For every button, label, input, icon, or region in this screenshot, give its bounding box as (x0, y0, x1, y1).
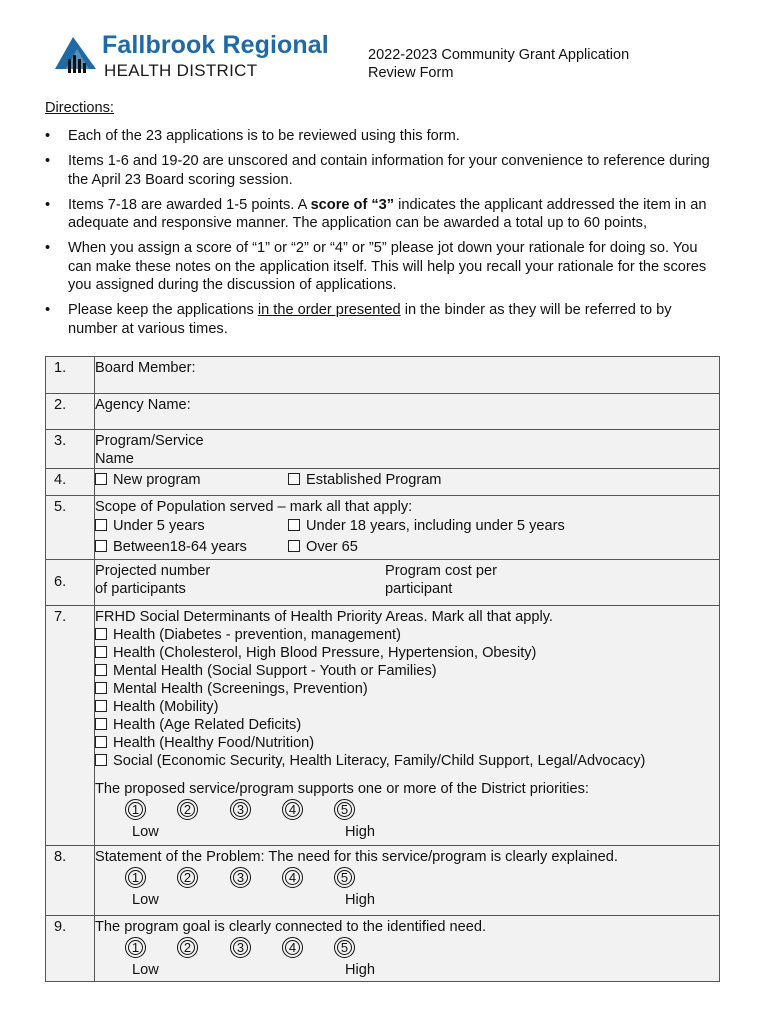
scale-question: The proposed service/program supports one or more of the District priorities: (95, 781, 589, 797)
table-row (46, 846, 720, 916)
fallbrook-logo (52, 33, 352, 83)
scale-high-label: High (345, 892, 376, 908)
score-option-5[interactable]: 5 (334, 867, 355, 888)
list-item (45, 196, 725, 233)
review-form-table (45, 356, 720, 982)
checkbox[interactable] (95, 718, 107, 730)
priority-area-option[interactable] (95, 644, 719, 662)
score-option-1[interactable]: 1 (125, 867, 146, 888)
score-option-2[interactable]: 2 (177, 937, 198, 958)
bullet-icon: • (45, 196, 51, 213)
score-option-2[interactable]: 2 (177, 799, 198, 820)
checkbox[interactable] (95, 664, 107, 676)
document-header (52, 33, 732, 83)
table-row (46, 496, 720, 560)
option-label: Under 18 years, including under 5 years (306, 518, 565, 534)
score-option-4[interactable]: 4 (282, 937, 303, 958)
row-number: 9. (46, 916, 95, 982)
logo-name: Fallbrook Regional (102, 31, 329, 59)
bullet-text-post: in the binder as they will be referred to by number at various times. (68, 302, 672, 337)
score-options (95, 867, 719, 891)
bullet-text: Items 1-6 and 19-20 are unscored and contain information for your convenience to reference during the April 23 Board scoring session. (68, 153, 710, 188)
field-label: participant (385, 581, 453, 597)
scale-low-label: Low (132, 824, 159, 840)
score-option-1[interactable]: 1 (125, 799, 146, 820)
bullet-icon: • (45, 240, 51, 256)
option-label: New program (113, 472, 201, 488)
checkbox[interactable] (288, 519, 300, 531)
option-label: Health (Cholesterol, High Blood Pressure, Hypertension, Obesity) (113, 645, 537, 661)
participants-field[interactable] (95, 562, 210, 598)
field-label: Projected number (95, 563, 211, 579)
field-label: FRHD Social Determinants of Health Priority Areas. Mark all that apply. (95, 609, 553, 625)
field-label: Name (95, 451, 134, 467)
scale-labels (95, 961, 719, 981)
checkbox[interactable] (95, 646, 107, 658)
checkbox[interactable] (95, 473, 107, 485)
score-option-3[interactable]: 3 (230, 937, 251, 958)
form-title-line2: Review Form (368, 65, 454, 81)
priority-area-option[interactable] (95, 680, 719, 698)
directions-list (45, 127, 725, 345)
row-number: 7. (46, 606, 95, 846)
option-label: Health (Age Related Deficits) (113, 717, 302, 733)
row-number: 2. (46, 394, 95, 430)
checkbox[interactable] (288, 540, 300, 552)
score-scale (95, 867, 719, 911)
field-label: of participants (95, 581, 186, 597)
scale-low-label: Low (132, 892, 159, 908)
option-label: Health (Diabetes - prevention, management) (113, 627, 401, 643)
option-label: Established Program (306, 472, 442, 488)
board-member-field[interactable] (95, 357, 720, 394)
bullet-text-pre: Items 7-18 are awarded 1-5 points. A (68, 196, 311, 213)
over-65-option[interactable] (288, 538, 358, 556)
checkbox[interactable] (95, 682, 107, 694)
list-item (45, 301, 725, 338)
score-scale (95, 937, 719, 981)
checkbox[interactable] (288, 473, 300, 485)
option-label: Mental Health (Social Support - Youth or Families) (113, 663, 437, 679)
table-row (46, 357, 720, 394)
row-number: 4. (46, 469, 95, 496)
option-label: Under 5 years (113, 518, 205, 534)
field-label: Program/Service (95, 433, 204, 449)
new-program-option[interactable] (95, 472, 201, 488)
bullet-text: Each of the 23 applications is to be reviewed using this form. (68, 128, 460, 144)
table-row (46, 916, 720, 982)
scale-high-label: High (345, 962, 376, 978)
logo-subtitle: HEALTH DISTRICT (104, 61, 258, 80)
option-label: Over 65 (306, 539, 358, 555)
priority-area-option[interactable] (95, 752, 719, 770)
scale-labels (95, 823, 719, 843)
table-row (46, 394, 720, 430)
option-label: Health (Mobility) (113, 699, 219, 715)
field-label: Program cost per (385, 563, 497, 579)
bullet-icon: • (45, 153, 51, 169)
scale-high-label: High (345, 824, 376, 840)
score-scale (95, 799, 719, 843)
row-number: 6. (46, 560, 95, 606)
scale-labels (95, 891, 719, 911)
score-options (95, 799, 719, 823)
score-option-1[interactable]: 1 (125, 937, 146, 958)
priority-area-option[interactable] (95, 698, 719, 716)
field-label: Agency Name: (95, 397, 191, 413)
priority-area-option[interactable] (95, 626, 719, 644)
bullet-text-bold: score of “3” (310, 196, 395, 213)
bullet-text-underline: in the order presented (257, 302, 401, 318)
cost-per-participant-field[interactable] (385, 562, 497, 598)
score-option-2[interactable]: 2 (177, 867, 198, 888)
directions-heading: Directions: (45, 100, 114, 116)
checkbox[interactable] (95, 700, 107, 712)
table-row (46, 469, 720, 496)
table-row (46, 606, 720, 846)
table-row (46, 430, 720, 469)
bullet-text-post: indicates the applicant addressed the item in an adequate and responsive manner. The application can be awarded a total up to 60 points, (68, 196, 707, 231)
bullet-icon: • (45, 128, 51, 144)
agency-name-field[interactable] (95, 394, 720, 430)
under-5-option[interactable] (95, 518, 205, 534)
score-option-4[interactable]: 4 (282, 867, 303, 888)
logo-mark-icon (52, 33, 100, 79)
bullet-icon: • (45, 302, 51, 318)
row-number: 5. (46, 496, 95, 560)
row-number: 3. (46, 430, 95, 469)
checkbox[interactable] (95, 736, 107, 748)
form-title (368, 46, 629, 82)
option-label: Social (Economic Security, Health Literacy, Family/Child Support, Legal/Advocacy) (113, 753, 646, 769)
form-title-line1: 2022-2023 Community Grant Application (368, 47, 630, 63)
scale-question: The program goal is clearly connected to the identified need. (95, 919, 487, 935)
bullet-text-pre: Please keep the applications (68, 302, 258, 318)
checkbox[interactable] (95, 540, 107, 552)
between-18-64-option[interactable] (95, 539, 247, 555)
list-item (45, 127, 725, 146)
row-number: 1. (46, 357, 95, 394)
scale-low-label: Low (132, 962, 159, 978)
checkbox[interactable] (95, 628, 107, 640)
priority-areas-list (95, 626, 719, 770)
option-label: Between18-64 years (113, 539, 247, 555)
checkbox[interactable] (95, 754, 107, 766)
program-name-field[interactable] (95, 430, 720, 469)
list-item (45, 152, 725, 189)
score-option-5[interactable]: 5 (334, 799, 355, 820)
checkbox[interactable] (95, 519, 107, 531)
list-item (45, 239, 725, 295)
priority-area-option[interactable] (95, 716, 719, 734)
row-number: 8. (46, 846, 95, 916)
option-label: Mental Health (Screenings, Prevention) (113, 681, 368, 697)
score-options (95, 937, 719, 961)
option-label: Health (Healthy Food/Nutrition) (113, 735, 315, 751)
score-option-3[interactable]: 3 (230, 799, 251, 820)
field-label: Scope of Population served – mark all that apply: (95, 499, 413, 515)
under-18-option[interactable] (288, 517, 565, 535)
score-option-4[interactable]: 4 (282, 799, 303, 820)
bullet-text: When you assign a score of “1” or “2” or “4” or ”5” please jot down your rationale for doing so. You can make these notes on the application itself. This will help you recall your rationale for the scores you assigned during the discussion of applications. (68, 240, 707, 293)
score-option-5[interactable]: 5 (334, 937, 355, 958)
score-option-3[interactable]: 3 (230, 867, 251, 888)
established-program-option[interactable] (288, 471, 441, 489)
scale-question: Statement of the Problem: The need for this service/program is clearly explained. (95, 849, 618, 865)
table-row (46, 560, 720, 606)
priority-area-option[interactable] (95, 662, 719, 680)
priority-area-option[interactable] (95, 734, 719, 752)
field-label: Board Member: (95, 360, 196, 376)
